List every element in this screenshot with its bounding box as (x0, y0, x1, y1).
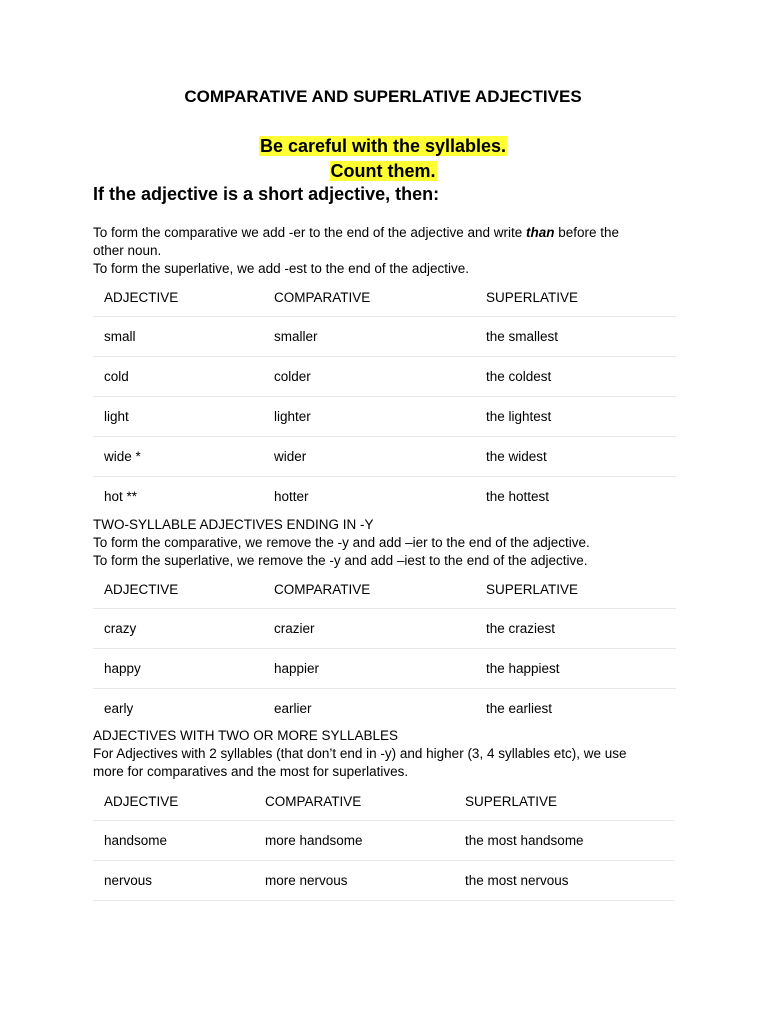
table-row (93, 821, 674, 861)
table-header-row (93, 278, 676, 317)
highlight-text-1: Be careful with the syllables. (259, 136, 507, 156)
table-cell: colder (263, 357, 475, 397)
table-row (93, 397, 676, 437)
table-cell: nervous (93, 861, 254, 901)
table-cell: happier (263, 649, 475, 689)
short-rules-paragraph (93, 224, 676, 278)
short-rule-line-3: To form the superlative, we add -est to the end of the adjective. (93, 261, 469, 276)
table-cell: more handsome (254, 821, 454, 861)
table-row (93, 689, 676, 729)
table-header-cell: COMPARATIVE (254, 782, 454, 821)
multi-syllable-section (93, 727, 676, 781)
table-cell: the hottest (486, 489, 550, 504)
table-cell: hotter (274, 489, 309, 504)
table-row (93, 357, 676, 397)
table-cell: wider (263, 437, 475, 477)
short-rule-1-text: To form the comparative we add -er to the end of the adjective and write (93, 225, 526, 240)
table-header-cell: ADJECTIVE (93, 782, 254, 821)
table-header-cell: COMPARATIVE (263, 570, 475, 609)
table-header-cell: ADJECTIVE (93, 278, 263, 317)
table-row (93, 477, 676, 517)
table-cell: early (104, 701, 134, 716)
section-heading: TWO-SYLLABLE ADJECTIVES ENDING IN -Y (93, 517, 374, 532)
table-header-row (93, 570, 676, 609)
table-header-cell: SUPERLATIVE (475, 570, 676, 609)
table-cell: smaller (263, 317, 475, 357)
table-row (93, 649, 676, 689)
highlight-note-2 (93, 160, 673, 182)
table-header-cell: ADJECTIVE (93, 570, 263, 609)
short-adjective-table (93, 278, 676, 516)
short-rule-line-2: other noun. (93, 243, 162, 258)
table-row (93, 437, 676, 477)
y-ending-section (93, 516, 676, 570)
table-header-cell: SUPERLATIVE (454, 782, 674, 821)
table-cell: the most handsome (454, 821, 674, 861)
page-title: COMPARATIVE AND SUPERLATIVE ADJECTIVES (184, 87, 582, 106)
table-cell: the smallest (475, 317, 676, 357)
section-heading: ADJECTIVES WITH TWO OR MORE SYLLABLES (93, 728, 399, 743)
than-emphasis: than (525, 225, 555, 240)
table-cell: the coldest (475, 357, 676, 397)
table-header-cell: SUPERLATIVE (475, 278, 676, 317)
section-text-line: For Adjectives with 2 syllables (that don’t end in -y) and higher (3, 4 syllables etc), we use (93, 746, 627, 761)
table-cell: handsome (93, 821, 254, 861)
y-ending-table (93, 570, 676, 728)
multi-syllable-table (93, 782, 674, 901)
table-row (93, 609, 676, 649)
table-cell: crazier (263, 609, 475, 649)
table-cell: lighter (263, 397, 475, 437)
short-adjective-heading: If the adjective is a short adjective, then: (93, 184, 440, 204)
short-rule-line-1 (93, 224, 676, 242)
highlight-text-2: Count them. (330, 161, 436, 181)
section-text-line: To form the superlative, we remove the -y and add –iest to the end of the adjective. (93, 553, 588, 568)
table-header-cell: COMPARATIVE (263, 278, 475, 317)
table-cell: the earliest (486, 701, 553, 716)
table-cell: wide * (93, 437, 263, 477)
table-cell: hot ** (104, 489, 138, 504)
table-cell: the lightest (475, 397, 676, 437)
table-cell: more nervous (254, 861, 454, 901)
table-cell: cold (93, 357, 263, 397)
table-cell: the happiest (475, 649, 676, 689)
table-cell: the craziest (475, 609, 676, 649)
table-cell: the most nervous (454, 861, 674, 901)
table-header-row (93, 782, 674, 821)
table-cell: the widest (475, 437, 676, 477)
table-cell: crazy (93, 609, 263, 649)
table-row (93, 317, 676, 357)
short-rule-1-tail: before the (554, 225, 620, 240)
table-row (93, 861, 674, 901)
highlight-note-1 (93, 135, 673, 157)
table-cell: earlier (274, 701, 312, 716)
section-text-line: more for comparatives and the most for superlatives. (93, 764, 409, 779)
table-cell: happy (93, 649, 263, 689)
table-cell: small (93, 317, 263, 357)
section-text-line: To form the comparative, we remove the -y and add –ier to the end of the adjective. (93, 535, 590, 550)
table-cell: light (93, 397, 263, 437)
